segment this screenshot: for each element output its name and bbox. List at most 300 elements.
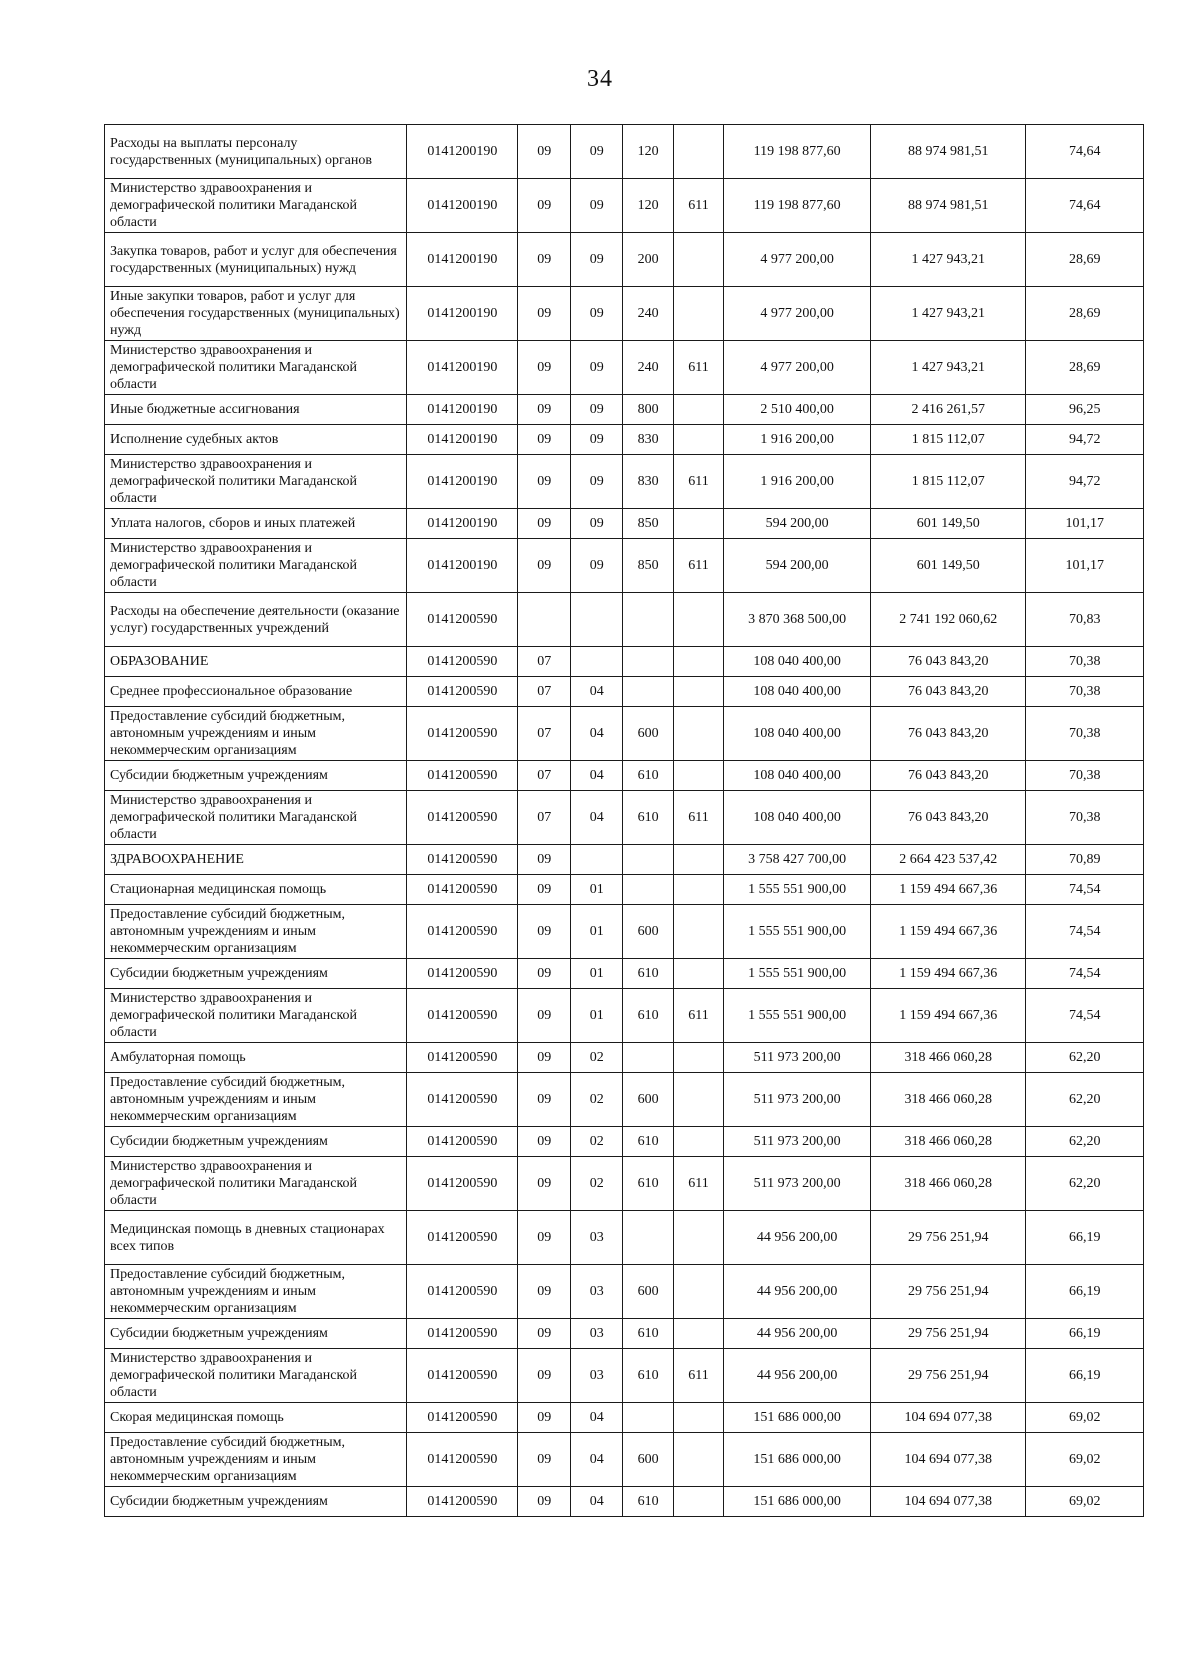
planned-amount-cell: 119 198 877,60 <box>724 125 871 179</box>
item-name-cell: Иные закупки товаров, работ и услуг для обеспечения государственных (муниципальных) нужд <box>105 287 407 341</box>
executed-amount-cell: 76 043 843,20 <box>871 647 1026 677</box>
execution-percent-cell: 94,72 <box>1026 455 1144 509</box>
subsection-code-cell: 03 <box>570 1349 622 1403</box>
subsection-code-cell <box>570 647 622 677</box>
section-code-cell: 07 <box>518 761 570 791</box>
executed-amount-cell: 1 159 494 667,36 <box>871 875 1026 905</box>
section-code-cell: 09 <box>518 179 570 233</box>
department-code-cell <box>673 425 723 455</box>
department-code-cell <box>673 1487 723 1517</box>
table-row <box>105 455 1144 509</box>
department-code-cell <box>673 509 723 539</box>
expense-type-code-cell: 240 <box>623 341 673 395</box>
page-number: 34 <box>587 66 613 92</box>
table-row <box>105 1127 1144 1157</box>
execution-percent-cell: 70,38 <box>1026 791 1144 845</box>
executed-amount-cell: 88 974 981,51 <box>871 125 1026 179</box>
execution-percent-cell: 69,02 <box>1026 1487 1144 1517</box>
section-code-cell: 09 <box>518 1265 570 1319</box>
subsection-code-cell: 03 <box>570 1265 622 1319</box>
target-article-code-cell: 0141200590 <box>407 875 518 905</box>
execution-percent-cell: 94,72 <box>1026 425 1144 455</box>
table-row <box>105 125 1144 179</box>
expense-type-code-cell <box>623 677 673 707</box>
item-name-cell: Субсидии бюджетным учреждениям <box>105 1319 407 1349</box>
table-body <box>105 125 1144 1517</box>
execution-percent-cell: 66,19 <box>1026 1211 1144 1265</box>
subsection-code-cell: 02 <box>570 1043 622 1073</box>
expense-type-code-cell: 830 <box>623 455 673 509</box>
subsection-code-cell: 01 <box>570 875 622 905</box>
item-name-cell: Субсидии бюджетным учреждениям <box>105 761 407 791</box>
department-code-cell: 611 <box>673 341 723 395</box>
executed-amount-cell: 1 815 112,07 <box>871 425 1026 455</box>
target-article-code-cell: 0141200590 <box>407 1403 518 1433</box>
subsection-code-cell: 02 <box>570 1157 622 1211</box>
subsection-code-cell: 04 <box>570 677 622 707</box>
item-name-cell: Предоставление субсидий бюджетным, автономным учреждениям и иным некоммерческим организациям <box>105 1433 407 1487</box>
target-article-code-cell: 0141200590 <box>407 959 518 989</box>
planned-amount-cell: 511 973 200,00 <box>724 1043 871 1073</box>
planned-amount-cell: 511 973 200,00 <box>724 1157 871 1211</box>
department-code-cell <box>673 1073 723 1127</box>
department-code-cell: 611 <box>673 989 723 1043</box>
execution-percent-cell: 96,25 <box>1026 395 1144 425</box>
planned-amount-cell: 44 956 200,00 <box>724 1349 871 1403</box>
subsection-code-cell: 09 <box>570 539 622 593</box>
expense-type-code-cell <box>623 647 673 677</box>
department-code-cell: 611 <box>673 179 723 233</box>
executed-amount-cell: 104 694 077,38 <box>871 1433 1026 1487</box>
department-code-cell <box>673 761 723 791</box>
subsection-code-cell: 09 <box>570 179 622 233</box>
execution-percent-cell: 70,38 <box>1026 761 1144 791</box>
executed-amount-cell: 318 466 060,28 <box>871 1073 1026 1127</box>
execution-percent-cell: 74,54 <box>1026 875 1144 905</box>
subsection-code-cell: 04 <box>570 761 622 791</box>
department-code-cell <box>673 395 723 425</box>
section-code-cell: 09 <box>518 1319 570 1349</box>
executed-amount-cell: 1 159 494 667,36 <box>871 905 1026 959</box>
item-name-cell: Расходы на выплаты персоналу государственных (муниципальных) органов <box>105 125 407 179</box>
table-row <box>105 959 1144 989</box>
expense-type-code-cell <box>623 875 673 905</box>
section-code-cell: 09 <box>518 341 570 395</box>
execution-percent-cell: 62,20 <box>1026 1157 1144 1211</box>
execution-percent-cell: 70,83 <box>1026 593 1144 647</box>
table-row <box>105 1043 1144 1073</box>
department-code-cell: 611 <box>673 539 723 593</box>
planned-amount-cell: 108 040 400,00 <box>724 761 871 791</box>
target-article-code-cell: 0141200590 <box>407 1157 518 1211</box>
subsection-code-cell: 04 <box>570 1487 622 1517</box>
table-row <box>105 1265 1144 1319</box>
department-code-cell <box>673 1265 723 1319</box>
executed-amount-cell: 601 149,50 <box>871 509 1026 539</box>
planned-amount-cell: 511 973 200,00 <box>724 1127 871 1157</box>
item-name-cell: Субсидии бюджетным учреждениям <box>105 1127 407 1157</box>
expense-type-code-cell: 610 <box>623 1319 673 1349</box>
item-name-cell: Медицинская помощь в дневных стационарах всех типов <box>105 1211 407 1265</box>
section-code-cell: 07 <box>518 707 570 761</box>
planned-amount-cell: 1 916 200,00 <box>724 455 871 509</box>
table-row <box>105 1157 1144 1211</box>
table-row <box>105 707 1144 761</box>
expense-type-code-cell: 610 <box>623 791 673 845</box>
item-name-cell: Закупка товаров, работ и услуг для обеспечения государственных (муниципальных) нужд <box>105 233 407 287</box>
section-code-cell: 09 <box>518 1211 570 1265</box>
execution-percent-cell: 62,20 <box>1026 1127 1144 1157</box>
department-code-cell <box>673 707 723 761</box>
target-article-code-cell: 0141200590 <box>407 989 518 1043</box>
planned-amount-cell: 151 686 000,00 <box>724 1403 871 1433</box>
subsection-code-cell: 04 <box>570 707 622 761</box>
section-code-cell: 09 <box>518 1487 570 1517</box>
department-code-cell <box>673 593 723 647</box>
section-code-cell: 09 <box>518 875 570 905</box>
subsection-code-cell: 09 <box>570 125 622 179</box>
expense-type-code-cell <box>623 1043 673 1073</box>
table-row <box>105 509 1144 539</box>
subsection-code-cell: 01 <box>570 959 622 989</box>
execution-percent-cell: 101,17 <box>1026 509 1144 539</box>
expense-type-code-cell: 850 <box>623 539 673 593</box>
section-code-cell: 09 <box>518 1127 570 1157</box>
executed-amount-cell: 318 466 060,28 <box>871 1127 1026 1157</box>
department-code-cell <box>673 1127 723 1157</box>
executed-amount-cell: 88 974 981,51 <box>871 179 1026 233</box>
section-code-cell: 09 <box>518 905 570 959</box>
table-row <box>105 539 1144 593</box>
executed-amount-cell: 76 043 843,20 <box>871 677 1026 707</box>
executed-amount-cell: 76 043 843,20 <box>871 761 1026 791</box>
table-row <box>105 647 1144 677</box>
target-article-code-cell: 0141200590 <box>407 1073 518 1127</box>
execution-percent-cell: 74,64 <box>1026 125 1144 179</box>
planned-amount-cell: 1 916 200,00 <box>724 425 871 455</box>
subsection-code-cell: 09 <box>570 287 622 341</box>
item-name-cell: ОБРАЗОВАНИЕ <box>105 647 407 677</box>
planned-amount-cell: 4 977 200,00 <box>724 233 871 287</box>
target-article-code-cell: 0141200190 <box>407 539 518 593</box>
executed-amount-cell: 318 466 060,28 <box>871 1043 1026 1073</box>
target-article-code-cell: 0141200590 <box>407 1265 518 1319</box>
item-name-cell: Министерство здравоохранения и демографической политики Магаданской области <box>105 1157 407 1211</box>
subsection-code-cell: 04 <box>570 1403 622 1433</box>
executed-amount-cell: 1 815 112,07 <box>871 455 1026 509</box>
execution-percent-cell: 62,20 <box>1026 1043 1144 1073</box>
planned-amount-cell: 119 198 877,60 <box>724 179 871 233</box>
execution-percent-cell: 66,19 <box>1026 1265 1144 1319</box>
section-code-cell: 09 <box>518 1043 570 1073</box>
department-code-cell: 611 <box>673 455 723 509</box>
item-name-cell: Скорая медицинская помощь <box>105 1403 407 1433</box>
target-article-code-cell: 0141200590 <box>407 1211 518 1265</box>
subsection-code-cell <box>570 845 622 875</box>
section-code-cell: 09 <box>518 455 570 509</box>
section-code-cell: 09 <box>518 287 570 341</box>
section-code-cell: 09 <box>518 395 570 425</box>
section-code-cell: 09 <box>518 1157 570 1211</box>
table-row <box>105 425 1144 455</box>
expense-type-code-cell: 240 <box>623 287 673 341</box>
table-row <box>105 905 1144 959</box>
department-code-cell <box>673 1403 723 1433</box>
item-name-cell: Министерство здравоохранения и демографической политики Магаданской области <box>105 455 407 509</box>
planned-amount-cell: 108 040 400,00 <box>724 707 871 761</box>
planned-amount-cell: 1 555 551 900,00 <box>724 875 871 905</box>
target-article-code-cell: 0141200590 <box>407 1043 518 1073</box>
table-row <box>105 1319 1144 1349</box>
expense-type-code-cell: 610 <box>623 1349 673 1403</box>
table-row <box>105 1403 1144 1433</box>
target-article-code-cell: 0141200190 <box>407 287 518 341</box>
table-row <box>105 287 1144 341</box>
planned-amount-cell: 44 956 200,00 <box>724 1265 871 1319</box>
execution-percent-cell: 70,38 <box>1026 647 1144 677</box>
subsection-code-cell: 01 <box>570 905 622 959</box>
item-name-cell: Исполнение судебных актов <box>105 425 407 455</box>
execution-percent-cell: 66,19 <box>1026 1319 1144 1349</box>
executed-amount-cell: 104 694 077,38 <box>871 1487 1026 1517</box>
table-row <box>105 179 1144 233</box>
item-name-cell: Субсидии бюджетным учреждениям <box>105 959 407 989</box>
subsection-code-cell: 03 <box>570 1319 622 1349</box>
table-row <box>105 1487 1144 1517</box>
target-article-code-cell: 0141200190 <box>407 455 518 509</box>
execution-percent-cell: 28,69 <box>1026 287 1144 341</box>
planned-amount-cell: 4 977 200,00 <box>724 341 871 395</box>
section-code-cell: 09 <box>518 233 570 287</box>
department-code-cell <box>673 905 723 959</box>
subsection-code-cell: 09 <box>570 425 622 455</box>
department-code-cell <box>673 1319 723 1349</box>
executed-amount-cell: 104 694 077,38 <box>871 1403 1026 1433</box>
target-article-code-cell: 0141200590 <box>407 905 518 959</box>
planned-amount-cell: 108 040 400,00 <box>724 677 871 707</box>
target-article-code-cell: 0141200190 <box>407 425 518 455</box>
section-code-cell: 07 <box>518 791 570 845</box>
department-code-cell <box>673 125 723 179</box>
subsection-code-cell: 02 <box>570 1073 622 1127</box>
subsection-code-cell: 09 <box>570 455 622 509</box>
section-code-cell: 09 <box>518 509 570 539</box>
item-name-cell: Предоставление субсидий бюджетным, автономным учреждениям и иным некоммерческим организациям <box>105 707 407 761</box>
expense-type-code-cell: 850 <box>623 509 673 539</box>
planned-amount-cell: 108 040 400,00 <box>724 791 871 845</box>
section-code-cell: 09 <box>518 425 570 455</box>
execution-percent-cell: 74,64 <box>1026 179 1144 233</box>
executed-amount-cell: 29 756 251,94 <box>871 1211 1026 1265</box>
target-article-code-cell: 0141200190 <box>407 179 518 233</box>
subsection-code-cell: 09 <box>570 341 622 395</box>
section-code-cell: 09 <box>518 1073 570 1127</box>
target-article-code-cell: 0141200590 <box>407 593 518 647</box>
expense-type-code-cell: 610 <box>623 989 673 1043</box>
planned-amount-cell: 4 977 200,00 <box>724 287 871 341</box>
executed-amount-cell: 1 159 494 667,36 <box>871 959 1026 989</box>
department-code-cell <box>673 287 723 341</box>
subsection-code-cell: 02 <box>570 1127 622 1157</box>
execution-percent-cell: 70,89 <box>1026 845 1144 875</box>
executed-amount-cell: 1 427 943,21 <box>871 341 1026 395</box>
subsection-code-cell: 09 <box>570 395 622 425</box>
item-name-cell: Министерство здравоохранения и демографической политики Магаданской области <box>105 989 407 1043</box>
department-code-cell <box>673 845 723 875</box>
section-code-cell: 07 <box>518 677 570 707</box>
expense-type-code-cell: 600 <box>623 1265 673 1319</box>
department-code-cell <box>673 875 723 905</box>
department-code-cell: 611 <box>673 1349 723 1403</box>
department-code-cell <box>673 233 723 287</box>
item-name-cell: Расходы на обеспечение деятельности (оказание услуг) государственных учреждений <box>105 593 407 647</box>
planned-amount-cell: 1 555 551 900,00 <box>724 905 871 959</box>
table-row <box>105 791 1144 845</box>
execution-percent-cell: 28,69 <box>1026 341 1144 395</box>
expense-type-code-cell: 830 <box>623 425 673 455</box>
item-name-cell: Среднее профессиональное образование <box>105 677 407 707</box>
target-article-code-cell: 0141200590 <box>407 1487 518 1517</box>
target-article-code-cell: 0141200190 <box>407 509 518 539</box>
item-name-cell: Предоставление субсидий бюджетным, автономным учреждениям и иным некоммерческим организациям <box>105 905 407 959</box>
planned-amount-cell: 44 956 200,00 <box>724 1319 871 1349</box>
subsection-code-cell: 09 <box>570 509 622 539</box>
execution-percent-cell: 74,54 <box>1026 989 1144 1043</box>
item-name-cell: Уплата налогов, сборов и иных платежей <box>105 509 407 539</box>
planned-amount-cell: 44 956 200,00 <box>724 1211 871 1265</box>
section-code-cell: 09 <box>518 845 570 875</box>
target-article-code-cell: 0141200590 <box>407 1433 518 1487</box>
item-name-cell: Стационарная медицинская помощь <box>105 875 407 905</box>
table-row <box>105 395 1144 425</box>
item-name-cell: Министерство здравоохранения и демографической политики Магаданской области <box>105 539 407 593</box>
executed-amount-cell: 2 741 192 060,62 <box>871 593 1026 647</box>
planned-amount-cell: 151 686 000,00 <box>724 1487 871 1517</box>
executed-amount-cell: 76 043 843,20 <box>871 707 1026 761</box>
department-code-cell: 611 <box>673 791 723 845</box>
target-article-code-cell: 0141200590 <box>407 1127 518 1157</box>
department-code-cell <box>673 1043 723 1073</box>
section-code-cell: 09 <box>518 539 570 593</box>
expense-type-code-cell: 610 <box>623 761 673 791</box>
target-article-code-cell: 0141200590 <box>407 791 518 845</box>
section-code-cell: 09 <box>518 1349 570 1403</box>
department-code-cell <box>673 1211 723 1265</box>
execution-percent-cell: 70,38 <box>1026 707 1144 761</box>
target-article-code-cell: 0141200590 <box>407 677 518 707</box>
section-code-cell: 09 <box>518 989 570 1043</box>
expense-type-code-cell: 600 <box>623 707 673 761</box>
subsection-code-cell: 04 <box>570 1433 622 1487</box>
target-article-code-cell: 0141200190 <box>407 233 518 287</box>
executed-amount-cell: 1 427 943,21 <box>871 287 1026 341</box>
expense-type-code-cell: 600 <box>623 1433 673 1487</box>
execution-percent-cell: 28,69 <box>1026 233 1144 287</box>
planned-amount-cell: 1 555 551 900,00 <box>724 989 871 1043</box>
table-row <box>105 1073 1144 1127</box>
item-name-cell: Предоставление субсидий бюджетным, автономным учреждениям и иным некоммерческим организациям <box>105 1265 407 1319</box>
planned-amount-cell: 594 200,00 <box>724 539 871 593</box>
target-article-code-cell: 0141200190 <box>407 395 518 425</box>
execution-percent-cell: 101,17 <box>1026 539 1144 593</box>
subsection-code-cell: 03 <box>570 1211 622 1265</box>
table-row <box>105 845 1144 875</box>
expense-type-code-cell: 800 <box>623 395 673 425</box>
executed-amount-cell: 2 416 261,57 <box>871 395 1026 425</box>
subsection-code-cell: 01 <box>570 989 622 1043</box>
target-article-code-cell: 0141200590 <box>407 647 518 677</box>
target-article-code-cell: 0141200590 <box>407 707 518 761</box>
executed-amount-cell: 29 756 251,94 <box>871 1265 1026 1319</box>
table-row <box>105 341 1144 395</box>
planned-amount-cell: 511 973 200,00 <box>724 1073 871 1127</box>
target-article-code-cell: 0141200190 <box>407 125 518 179</box>
subsection-code-cell <box>570 593 622 647</box>
executed-amount-cell: 318 466 060,28 <box>871 1157 1026 1211</box>
table-row <box>105 1433 1144 1487</box>
executed-amount-cell: 29 756 251,94 <box>871 1319 1026 1349</box>
expense-type-code-cell: 610 <box>623 959 673 989</box>
item-name-cell: Министерство здравоохранения и демографической политики Магаданской области <box>105 1349 407 1403</box>
item-name-cell: Субсидии бюджетным учреждениям <box>105 1487 407 1517</box>
expense-type-code-cell: 200 <box>623 233 673 287</box>
target-article-code-cell: 0141200590 <box>407 761 518 791</box>
item-name-cell: Министерство здравоохранения и демографической политики Магаданской области <box>105 341 407 395</box>
budget-execution-table <box>104 124 1144 1517</box>
section-code-cell <box>518 593 570 647</box>
item-name-cell: Министерство здравоохранения и демографической политики Магаданской области <box>105 179 407 233</box>
executed-amount-cell: 76 043 843,20 <box>871 791 1026 845</box>
item-name-cell: Предоставление субсидий бюджетным, автономным учреждениям и иным некоммерческим организациям <box>105 1073 407 1127</box>
department-code-cell <box>673 1433 723 1487</box>
table-row <box>105 1349 1144 1403</box>
item-name-cell: Иные бюджетные ассигнования <box>105 395 407 425</box>
table-row <box>105 875 1144 905</box>
expense-type-code-cell <box>623 1403 673 1433</box>
execution-percent-cell: 74,54 <box>1026 959 1144 989</box>
subsection-code-cell: 09 <box>570 233 622 287</box>
subsection-code-cell: 04 <box>570 791 622 845</box>
item-name-cell: Министерство здравоохранения и демографической политики Магаданской области <box>105 791 407 845</box>
table-row <box>105 761 1144 791</box>
target-article-code-cell: 0141200590 <box>407 1319 518 1349</box>
expense-type-code-cell: 610 <box>623 1127 673 1157</box>
department-code-cell <box>673 647 723 677</box>
table-row <box>105 989 1144 1043</box>
planned-amount-cell: 108 040 400,00 <box>724 647 871 677</box>
department-code-cell <box>673 959 723 989</box>
table-row <box>105 593 1144 647</box>
department-code-cell <box>673 677 723 707</box>
expense-type-code-cell: 610 <box>623 1157 673 1211</box>
planned-amount-cell: 1 555 551 900,00 <box>724 959 871 989</box>
execution-percent-cell: 70,38 <box>1026 677 1144 707</box>
department-code-cell: 611 <box>673 1157 723 1211</box>
executed-amount-cell: 601 149,50 <box>871 539 1026 593</box>
expense-type-code-cell: 120 <box>623 125 673 179</box>
item-name-cell: ЗДРАВООХРАНЕНИЕ <box>105 845 407 875</box>
target-article-code-cell: 0141200590 <box>407 1349 518 1403</box>
table-row <box>105 677 1144 707</box>
expense-type-code-cell <box>623 593 673 647</box>
planned-amount-cell: 3 870 368 500,00 <box>724 593 871 647</box>
planned-amount-cell: 151 686 000,00 <box>724 1433 871 1487</box>
expense-type-code-cell: 600 <box>623 905 673 959</box>
expense-type-code-cell: 600 <box>623 1073 673 1127</box>
execution-percent-cell: 69,02 <box>1026 1433 1144 1487</box>
execution-percent-cell: 66,19 <box>1026 1349 1144 1403</box>
execution-percent-cell: 74,54 <box>1026 905 1144 959</box>
